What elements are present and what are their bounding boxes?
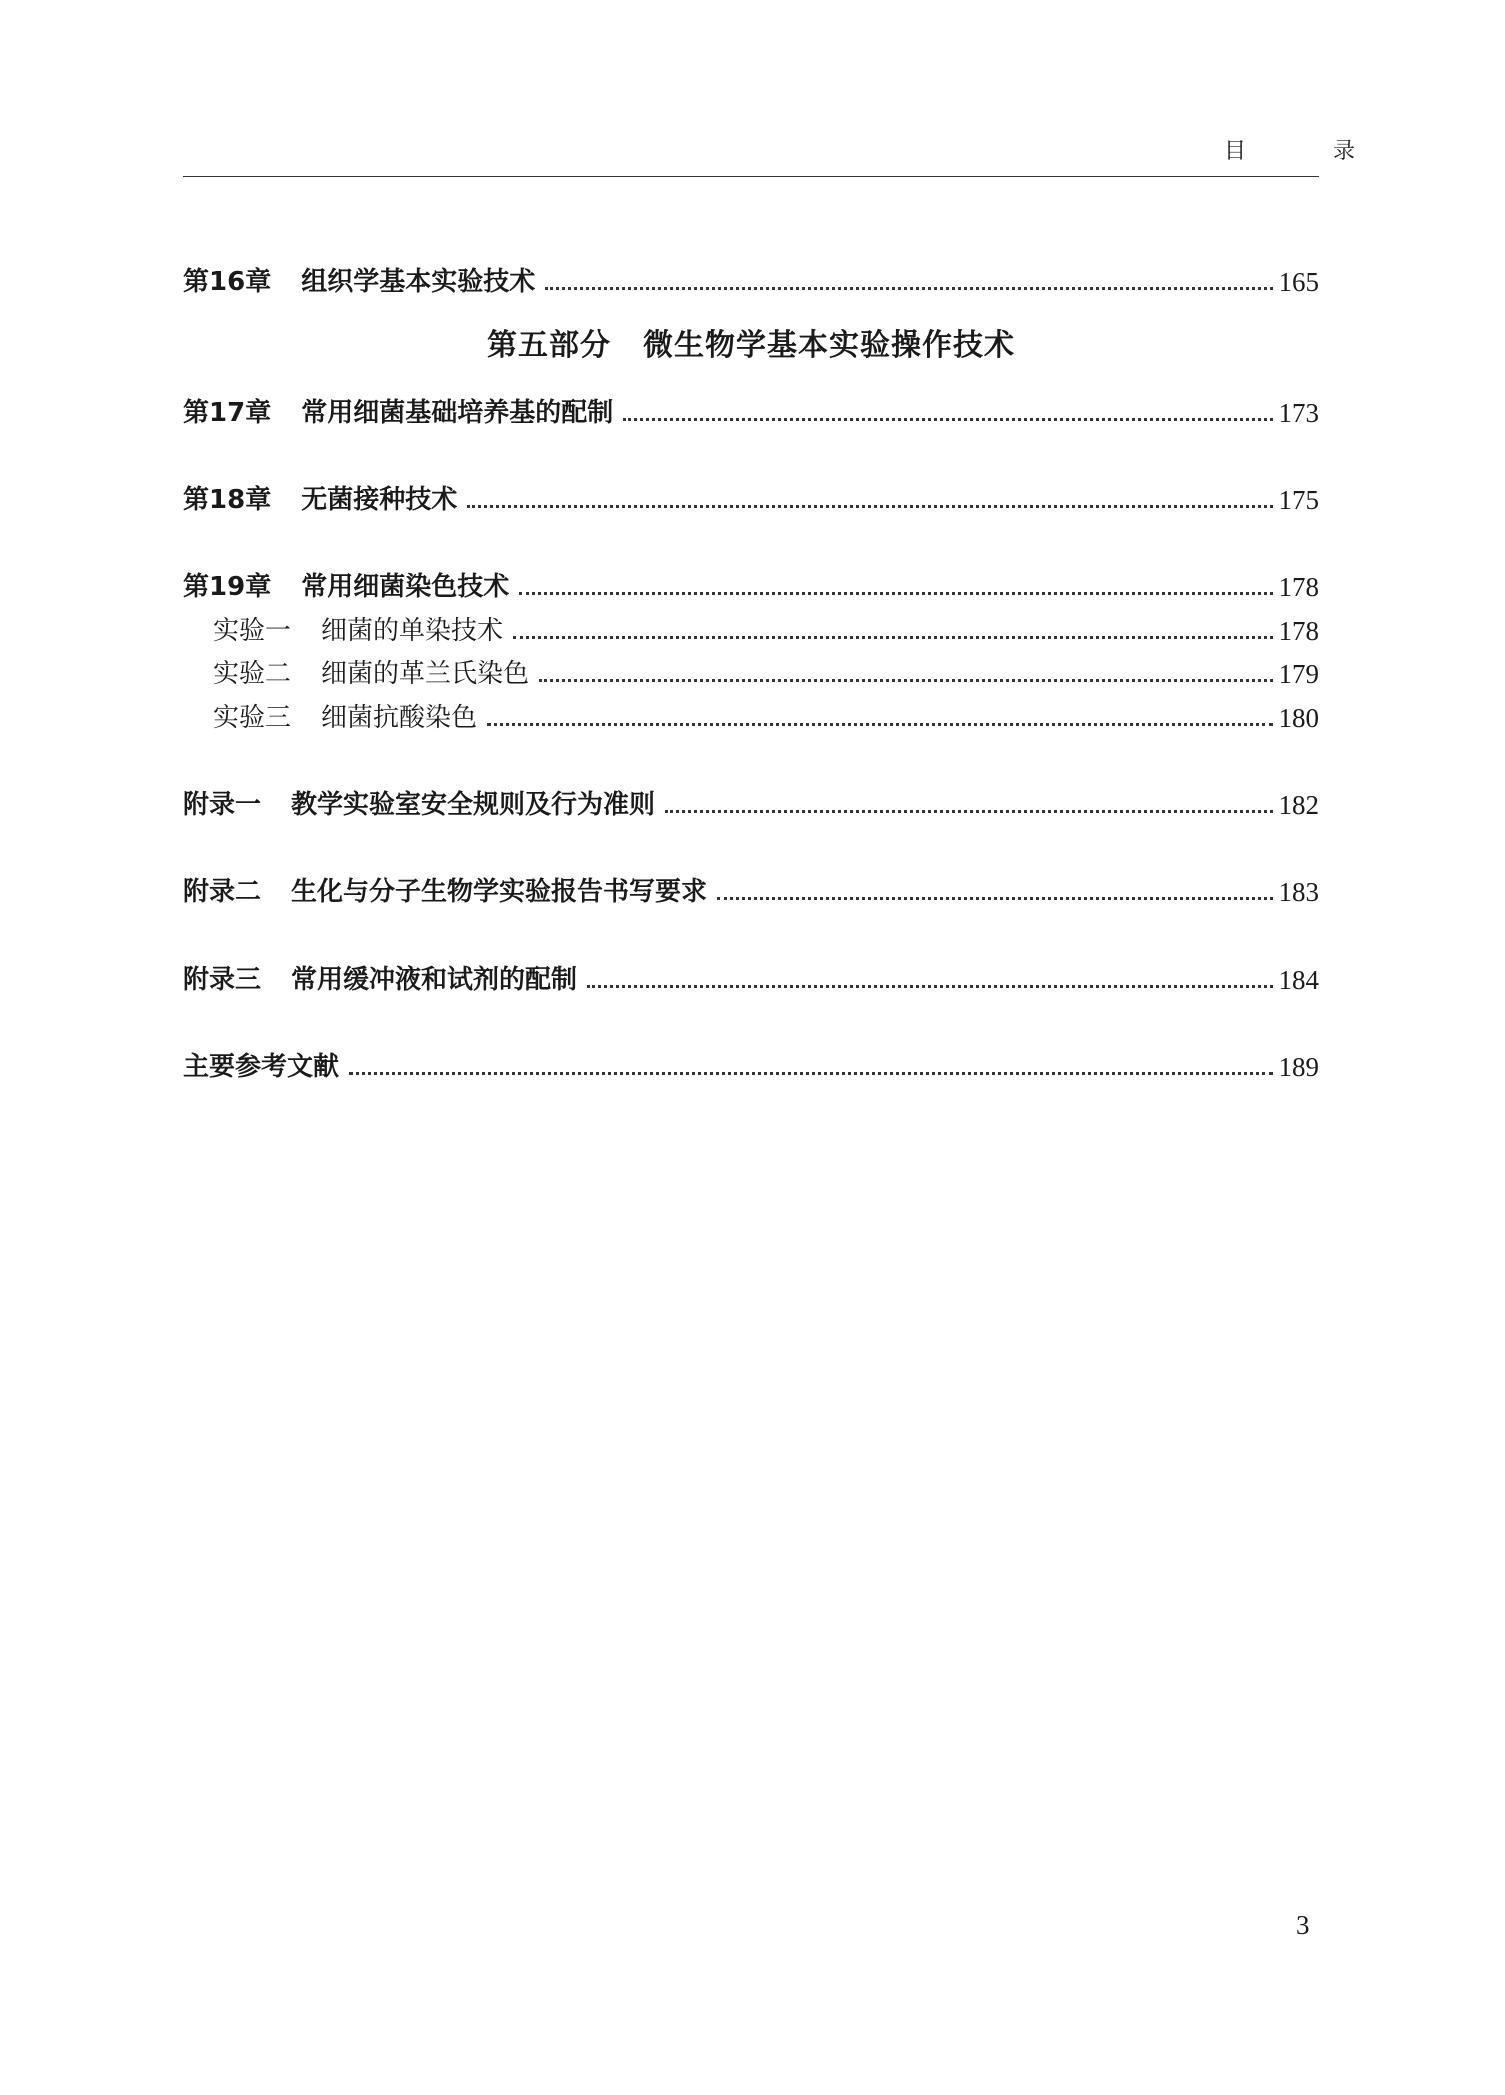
appendix-title: 教学实验室安全规则及行为准则 (291, 790, 656, 820)
page-ref: 175 (1278, 485, 1319, 515)
page-ref: 173 (1278, 398, 1319, 428)
toc-entry-references[interactable] (183, 1047, 1319, 1087)
chapter-title: 组织学基本实验技术 (301, 267, 536, 297)
page-ref: 183 (1278, 877, 1319, 907)
chapter-title: 无菌接种技术 (301, 485, 458, 515)
part-heading: 第五部分 微生物学基本实验操作技术 (487, 328, 1015, 363)
dot-leader (513, 636, 1272, 639)
toc-entry-experiment-3[interactable] (213, 698, 1319, 738)
experiment-title: 细菌的单染技术 (321, 616, 504, 646)
appendix-label: 附录一 (183, 790, 262, 820)
page-ref: 184 (1278, 965, 1319, 995)
toc-entry-chapter-16[interactable] (183, 262, 1319, 302)
dot-leader (487, 723, 1272, 726)
dot-leader (545, 287, 1272, 290)
toc-entry-experiment-2[interactable] (213, 654, 1319, 694)
toc-entry-chapter-17[interactable] (183, 393, 1319, 433)
header-rule (183, 176, 1319, 177)
page-ref: 180 (1278, 703, 1319, 733)
page-ref: 178 (1278, 616, 1319, 646)
dot-leader (349, 1072, 1272, 1075)
dot-leader (519, 592, 1272, 595)
appendix-title: 常用缓冲液和试剂的配制 (291, 965, 578, 995)
dot-leader (717, 897, 1272, 900)
chapter-label: 第19章 (183, 572, 272, 602)
page-ref: 179 (1278, 659, 1319, 689)
toc-entry-chapter-19[interactable] (183, 567, 1319, 607)
chapter-title: 常用细菌染色技术 (301, 572, 510, 602)
toc-entry-appendix-1[interactable] (183, 785, 1319, 825)
chapter-label: 第16章 (183, 267, 272, 297)
dot-leader (665, 810, 1272, 813)
toc-entry-appendix-2[interactable] (183, 872, 1319, 912)
appendix-label: 附录三 (183, 965, 262, 995)
page-number: 3 (1296, 1910, 1310, 1940)
experiment-label: 实验三 (213, 703, 292, 733)
toc-entry-experiment-1[interactable] (213, 611, 1319, 651)
references-title: 主要参考文献 (183, 1052, 340, 1082)
toc-entry-chapter-18[interactable] (183, 480, 1319, 520)
dot-leader (587, 985, 1272, 988)
experiment-title: 细菌抗酸染色 (321, 703, 478, 733)
experiment-title: 细菌的革兰氏染色 (321, 659, 530, 689)
page-ref: 178 (1278, 572, 1319, 602)
dot-leader (623, 418, 1272, 421)
chapter-title: 常用细菌基础培养基的配制 (301, 398, 614, 428)
dot-leader (539, 679, 1272, 682)
page-ref: 189 (1278, 1052, 1319, 1082)
chapter-label: 第17章 (183, 398, 272, 428)
appendix-label: 附录二 (183, 877, 262, 907)
running-head: 目 录 (1224, 139, 1395, 164)
page-ref: 182 (1278, 790, 1319, 820)
chapter-label: 第18章 (183, 485, 272, 515)
page-ref: 165 (1278, 267, 1319, 297)
dot-leader (467, 505, 1272, 508)
experiment-label: 实验二 (213, 659, 292, 689)
toc-entry-appendix-3[interactable] (183, 960, 1319, 1000)
appendix-title: 生化与分子生物学实验报告书写要求 (291, 877, 708, 907)
experiment-label: 实验一 (213, 616, 292, 646)
